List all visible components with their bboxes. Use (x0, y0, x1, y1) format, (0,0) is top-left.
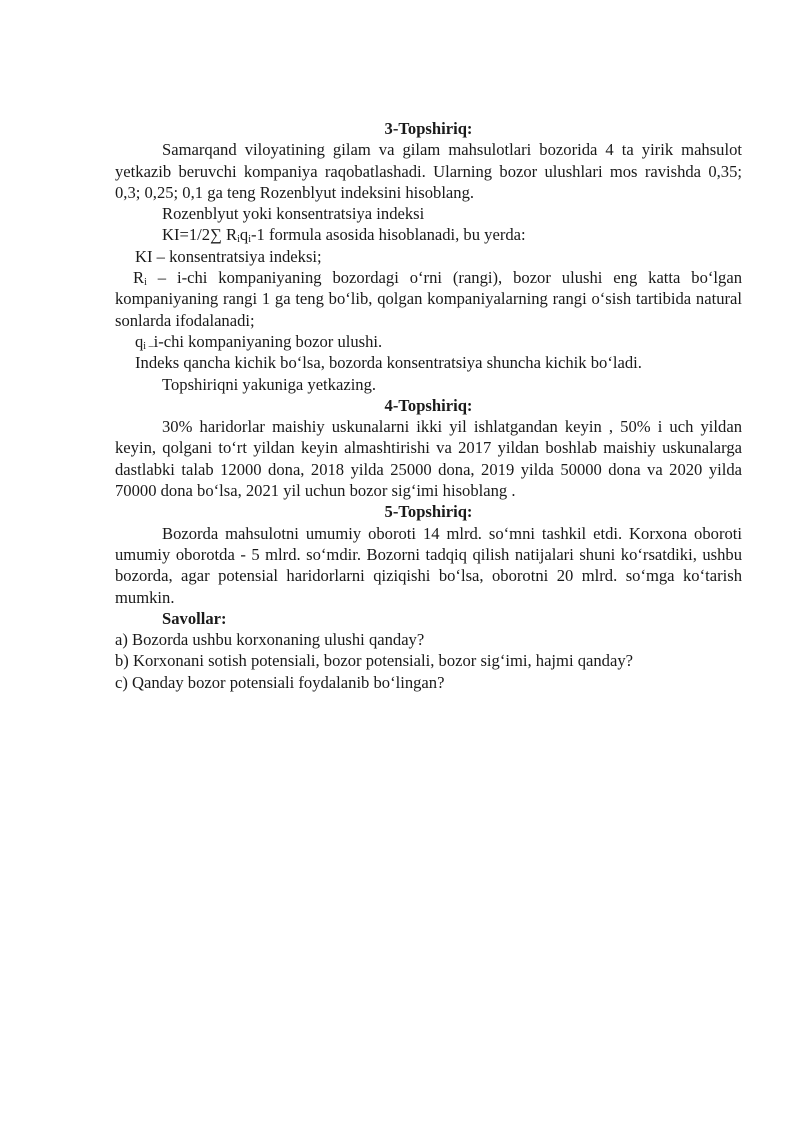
ki-definition: KI – konsentratsiya indeksi; (135, 246, 322, 266)
formula-end: -1 formula asosida hisoblanadi, bu yerda: (250, 225, 526, 245)
task3-formula-line (115, 224, 742, 245)
ri-subscript: i (144, 277, 147, 289)
task4-heading: 4-Topshiriq: (384, 395, 473, 415)
formula-start: KI=1/2∑ R (162, 225, 238, 245)
formula-subscript-r: i (237, 234, 240, 246)
index-note: Indeks qancha kichik bo‘lsa, bozorda konsentratsiya shuncha kichik bo‘ladi. (135, 353, 642, 373)
task5-problem-text: Bozorda mahsulotni umumiy oboroti 14 mlrd. so‘mni tashkil etdi. Korxona oboroti umumiy oborotda - 5 mlrd. so‘mdir. Bozorni tadqiq qilish natijalari shuni ko‘rsatdiki, ushbu bozorda, agar potensial haridorlarni qiziqishi bo‘lsa, oborotni 20 mlrd. so‘mga ko‘tarish mumkin. (115, 523, 742, 607)
ri-letter: R (133, 268, 145, 288)
task4-problem-text: 30% haridorlar maishiy uskunalarni ikki yil ishlatgandan keyin , 50% i uch yildan keyin, qolgani to‘rt yildan keyin almashtirishi va 2017 yildan boshlab maishiy uskunalarga dastlabki talab 12000 dona, 2018 yilda 25000 dona, 2019 yilda 50000 dona va 2020 yilda 70000 dona bo‘lsa, 2021 yil uchun bozor sig‘imi hisoblang . (115, 417, 742, 501)
question-a: a) Bozorda ushbu korxonaning ulushi qanday? (115, 630, 425, 650)
question-c: c) Qanday bozor potensiali foydalanib bo‘lingan? (115, 672, 445, 692)
qi-letter: q (135, 331, 144, 351)
formula-subscript-q: i (248, 234, 251, 246)
ri-definition (115, 267, 742, 331)
task3-heading: 3-Topshiriq: (384, 119, 473, 138)
document-page (115, 118, 742, 693)
question-b: b) Korxonani sotish potensiali, bozor potensiali, bozor sig‘imi, hajmi qanday? (115, 651, 633, 671)
qi-definition-text: i-chi kompaniyaning bozor ulushi. (153, 331, 383, 351)
questions-heading: Savollar: (162, 608, 227, 628)
task3-problem-text: Samarqand viloyatining gilam va gilam mahsulotlari bozorida 4 ta yirik mahsulot yetkazib beruvchi kompaniya raqobatlashadi. Ularning bozor ulushlari mos ravishda 0,35; 0,3; 0,25; 0,1 ga teng Rozenblyut indeksini hisoblang. (115, 140, 742, 202)
task3-finish-note: Topshiriqni yakuniga yetkazing. (162, 374, 377, 394)
qi-definition (115, 331, 742, 352)
formula-q: q (239, 225, 249, 245)
task5-heading: 5-Topshiriq: (384, 502, 473, 522)
task3-index-intro: Rozenblyut yoki konsentratsiya indeksi (162, 204, 425, 224)
ri-definition-text: – i-chi kompaniyaning bozordagi o‘rni (rangi), bozor ulushi eng katta bo‘lgan kompaniyaning rangi 1 ga teng bo‘lib, qolgan kompaniyalarning rangi o‘sish tartibida natural sonlarda ifodalanadi; (115, 268, 742, 330)
qi-subscript: i – (143, 340, 154, 352)
